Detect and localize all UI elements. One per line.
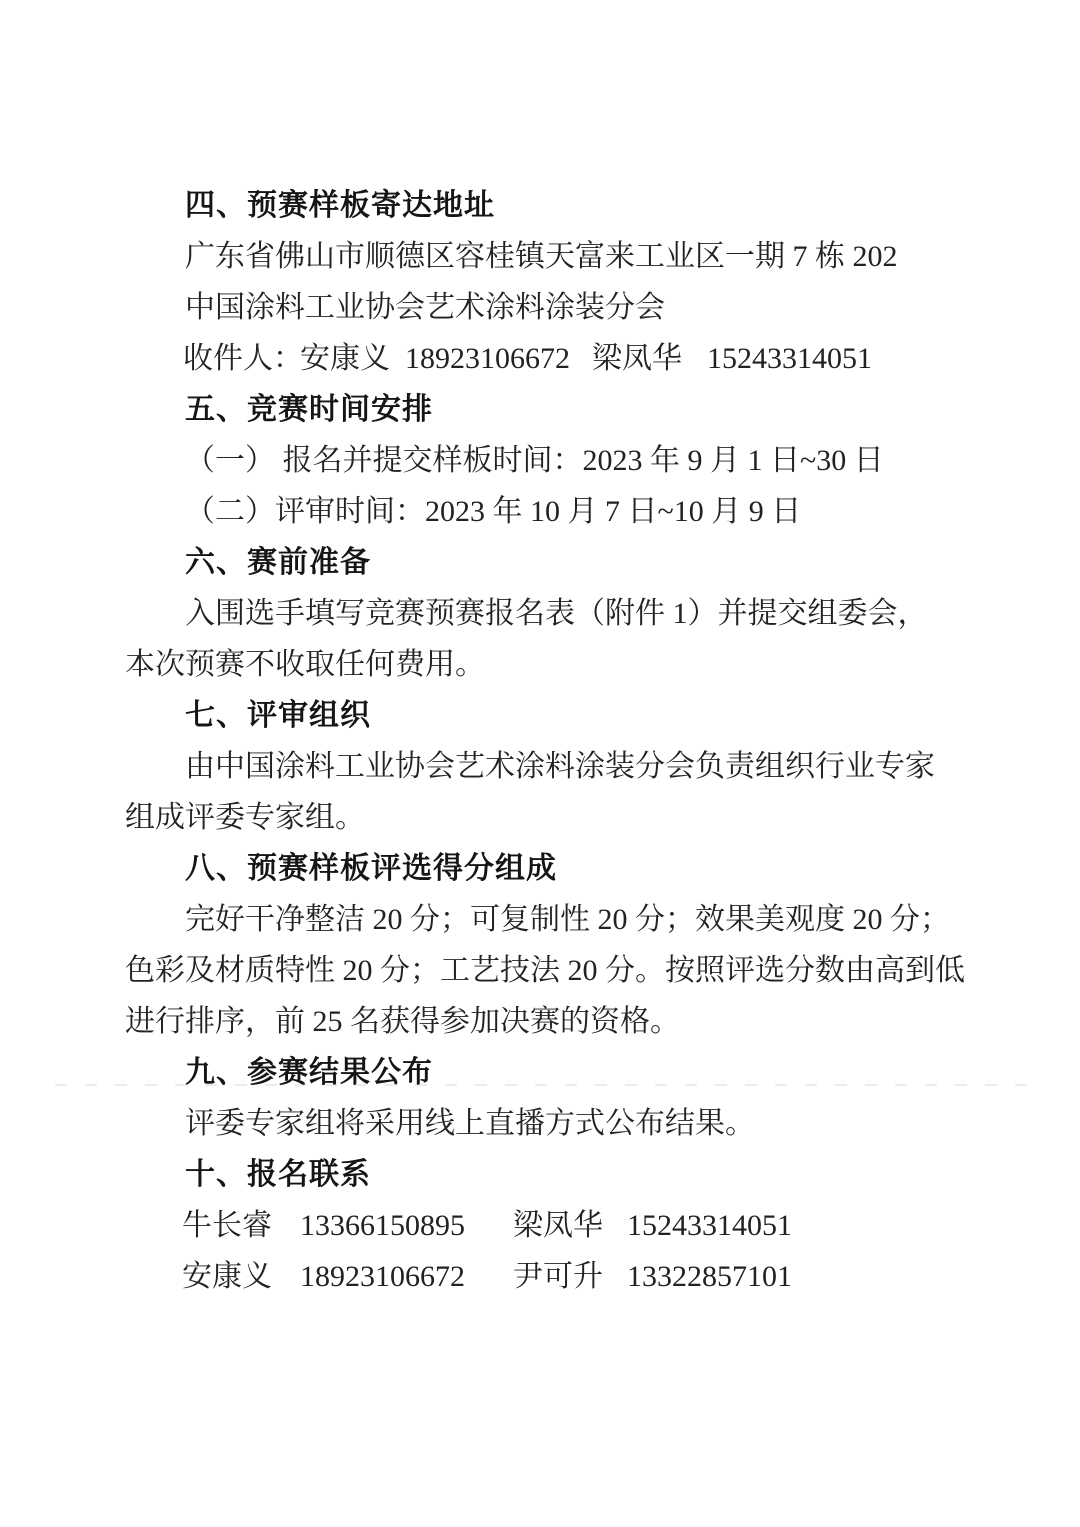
address-line-1: 广东省佛山市顺德区容桂镇天富来工业区一期 7 栋 202 — [185, 240, 898, 273]
document-content — [125, 180, 1005, 1302]
section-4-heading: 四、预赛样板寄达地址 — [185, 189, 495, 222]
section-10-heading: 十、报名联系 — [185, 1158, 371, 1191]
contact-phone: 13366150895 — [300, 1209, 465, 1242]
scoring-line-3: 进行排序，前 25 名获得参加决赛的资格。 — [125, 1005, 680, 1038]
contact-row-2 — [125, 1251, 1005, 1302]
contact-phone: 13322857101 — [627, 1260, 792, 1293]
schedule-line-2: （二）评审时间：2023 年 10 月 7 日~10 月 9 日 — [185, 495, 802, 528]
contact-name: 安康义 — [300, 342, 390, 375]
section-8-heading: 八、预赛样板评选得分组成 — [185, 852, 557, 885]
contact-phone: 15243314051 — [707, 342, 872, 375]
address-line-2: 中国涂料工业协会艺术涂料涂装分会 — [185, 291, 665, 324]
contact-name: 梁凤华 — [592, 342, 682, 375]
contact-name: 梁凤华 — [513, 1209, 603, 1242]
section-7-heading: 七、评审组织 — [185, 699, 371, 732]
schedule-line-1: （一） 报名并提交样板时间：2023 年 9 月 1 日~30 日 — [185, 444, 884, 477]
section-5-heading: 五、竞赛时间安排 — [185, 393, 433, 426]
contact-row-1 — [125, 1200, 1005, 1251]
preparation-line-1: 入围选手填写竞赛预赛报名表（附件 1）并提交组委会， — [185, 597, 928, 630]
jury-line-1: 由中国涂料工业协会艺术涂料涂装分会负责组织行业专家 — [185, 750, 935, 783]
contact-phone: 18923106672 — [300, 1260, 465, 1293]
contact-name: 牛长睿 — [182, 1209, 272, 1242]
scan-artifact-line — [55, 1084, 1035, 1086]
scoring-line-2: 色彩及材质特性 20 分；工艺技法 20 分。按照评选分数由高到低 — [125, 954, 965, 987]
results-line: 评委专家组将采用线上直播方式公布结果。 — [185, 1107, 755, 1140]
section-9-heading: 九、参赛结果公布 — [185, 1056, 433, 1089]
contact-phone: 15243314051 — [627, 1209, 792, 1242]
section-6-heading: 六、赛前准备 — [185, 546, 371, 579]
contact-phone: 18923106672 — [405, 342, 570, 375]
contact-name: 尹可升 — [513, 1260, 603, 1293]
scoring-line-1: 完好干净整洁 20 分；可复制性 20 分；效果美观度 20 分； — [185, 903, 950, 936]
recipient-label: 收件人： — [183, 342, 303, 375]
contact-name: 安康义 — [182, 1260, 272, 1293]
jury-line-2: 组成评委专家组。 — [125, 801, 365, 834]
preparation-line-2: 本次预赛不收取任何费用。 — [125, 648, 485, 681]
recipient-row — [125, 333, 1005, 384]
